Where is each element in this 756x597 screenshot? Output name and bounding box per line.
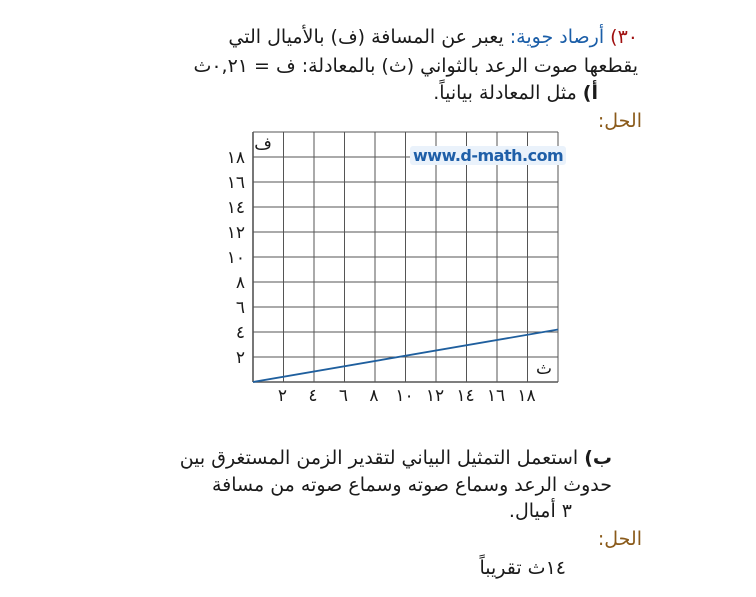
part-a-text: مثل المعادلة بيانياً. (433, 82, 577, 104)
y-tick-label: ١٢ (226, 223, 245, 243)
x-tick-label: ٨ (369, 386, 379, 406)
solution-label-b: الحل: (597, 528, 642, 550)
y-tick-label: ١٤ (226, 198, 245, 218)
question-topic: أرصاد جوية: (509, 26, 605, 48)
question-line-1 (228, 24, 638, 50)
answer: ١٤ث تقريباً (479, 557, 566, 579)
y-tick-label: ٦ (235, 298, 245, 318)
x-tick-label: ٢ (277, 386, 288, 406)
y-tick-label: ٤ (235, 323, 245, 343)
y-tick-label: ١٨ (226, 148, 245, 168)
part-b-text-1: استعمل التمثيل البياني لتقدير الزمن المستغرق بين (179, 447, 579, 469)
x-axis-name: ث (535, 359, 553, 379)
graph (210, 128, 560, 406)
solution-label-a: الحل: (597, 110, 642, 132)
part-b-line-1 (180, 445, 612, 471)
x-tick-label: ١٤ (456, 386, 475, 406)
question-text-1: يعبر عن المسافة (ف) بالأميال التي (228, 26, 504, 48)
part-b-line-2: حدوث الرعد وسماع صوته وسماع صوته من مسافة (211, 474, 612, 496)
x-tick-label: ١٠ (395, 386, 414, 406)
part-a-label: أ) (582, 82, 598, 104)
watermark: www.d-math.com (410, 146, 566, 165)
y-axis-name: ف (254, 134, 272, 154)
y-tick-label: ٢ (235, 348, 245, 368)
question-number: ٣٠) (610, 26, 638, 48)
x-tick-label: ١٦ (486, 386, 506, 406)
part-b-line-3: ٣ أميال. (508, 500, 572, 522)
x-tick-label: ١٢ (425, 386, 445, 406)
part-a-line (433, 80, 598, 106)
y-tick-label: ١٦ (226, 173, 245, 193)
x-tick-label: ٤ (308, 386, 318, 406)
part-b-label: ب) (584, 447, 612, 469)
y-tick-label: ١٠ (226, 248, 245, 268)
x-tick-label: ١٨ (517, 386, 536, 406)
x-tick-label: ٦ (338, 386, 349, 406)
y-tick-label: ٨ (235, 273, 245, 293)
question-line-2: يقطعها صوت الرعد بالثواني (ث) بالمعادلة: ف = ٠,٢١ث (193, 55, 638, 77)
graph-svg (210, 128, 560, 406)
